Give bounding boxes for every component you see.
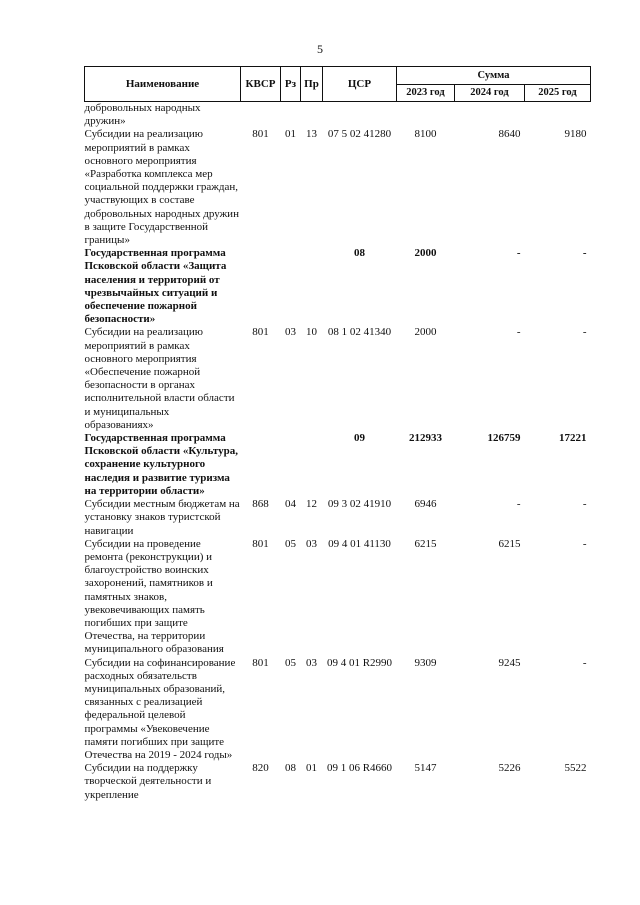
cell-2024: - bbox=[516, 498, 521, 511]
cell-rz: 01 bbox=[285, 128, 296, 141]
cell-pr: 03 bbox=[306, 656, 317, 669]
cell-2024: 9245 bbox=[498, 656, 521, 669]
cell-rz bbox=[281, 247, 301, 326]
cell-rz: 03 bbox=[285, 326, 296, 339]
cell-2023: 2000 bbox=[414, 326, 437, 339]
cell-name: Субсидии на реализацию мероприятий в рамках основного мероприятия «Разработка комплекса мер социальной поддержки граждан, участвующих в составе добровольных народных дружин в защите Государственной границы» bbox=[84, 128, 239, 247]
table-row bbox=[85, 762, 591, 802]
cell-kvsr: 868 bbox=[252, 498, 269, 511]
cell-rz bbox=[281, 102, 301, 129]
cell-kvsr bbox=[241, 247, 281, 326]
header-csr: ЦСР bbox=[323, 67, 397, 102]
cell-2023: 9309 bbox=[414, 656, 437, 669]
cell-csr: 09 1 06 R4660 bbox=[326, 762, 393, 775]
cell-csr: 08 bbox=[354, 247, 365, 260]
cell-csr: 09 4 01 R2990 bbox=[326, 656, 393, 669]
cell-2025: - bbox=[582, 326, 587, 339]
cell-2023: 6215 bbox=[414, 537, 437, 550]
cell-2024 bbox=[455, 102, 525, 129]
cell-kvsr bbox=[241, 432, 281, 498]
cell-pr: 13 bbox=[306, 128, 317, 141]
cell-2025: 17221 bbox=[559, 432, 587, 445]
cell-kvsr: 801 bbox=[252, 326, 269, 339]
cell-2025: - bbox=[582, 656, 587, 669]
table-row bbox=[85, 128, 591, 247]
table-header bbox=[85, 67, 591, 102]
cell-pr: 01 bbox=[306, 762, 317, 775]
table-row bbox=[85, 247, 591, 326]
cell-2023 bbox=[397, 102, 455, 129]
cell-name: Субсидии на софинансирование расходных обязательств муниципальных образований, связанных с реализацией федеральной целевой программы «Увековечение памяти погибших при защите Отечества на 2019 - 2024 годы» bbox=[84, 656, 236, 761]
header-name: Наименование bbox=[85, 67, 241, 102]
cell-2023: 5147 bbox=[414, 762, 437, 775]
cell-rz: 04 bbox=[285, 498, 296, 511]
table-row bbox=[85, 102, 591, 129]
cell-2023: 8100 bbox=[414, 128, 437, 141]
cell-2025: - bbox=[582, 537, 587, 550]
cell-pr bbox=[301, 432, 323, 498]
table-body bbox=[85, 102, 591, 802]
table-row bbox=[85, 326, 591, 432]
header-rz: Рз bbox=[281, 67, 301, 102]
cell-pr bbox=[301, 102, 323, 129]
page-number: 5 bbox=[317, 42, 323, 56]
cell-csr: 09 3 02 41910 bbox=[327, 498, 392, 511]
cell-rz: 05 bbox=[285, 656, 296, 669]
cell-name: Субсидии местным бюджетам на установку знаков туристской навигации bbox=[84, 498, 240, 537]
cell-kvsr bbox=[241, 102, 281, 129]
cell-rz bbox=[281, 432, 301, 498]
cell-name: Субсидии на проведение ремонта (реконструкции) и благоустройство воинских захоронений, памятников и памятных знаков, увековечивающих память погибших при защите Отечества, на территории муниципального образования bbox=[84, 537, 224, 656]
cell-name: Государственная программа Псковской области «Культура, сохранение культурного наследия и развитие туризма на территории области» bbox=[84, 432, 238, 497]
cell-pr: 12 bbox=[306, 498, 317, 511]
cell-2024: 5226 bbox=[498, 762, 521, 775]
cell-rz: 08 bbox=[285, 762, 296, 775]
table-row bbox=[85, 538, 591, 657]
cell-2024: - bbox=[516, 326, 521, 339]
cell-2025: - bbox=[582, 498, 587, 511]
cell-2024: 126759 bbox=[487, 432, 521, 445]
table-row bbox=[85, 498, 591, 538]
header-2023: 2023 год bbox=[397, 84, 455, 102]
cell-pr: 10 bbox=[306, 326, 317, 339]
header-pr: Пр bbox=[301, 67, 323, 102]
cell-2025: 9180 bbox=[564, 128, 587, 141]
cell-pr: 03 bbox=[306, 537, 317, 550]
budget-table bbox=[84, 66, 591, 802]
cell-kvsr: 820 bbox=[252, 762, 269, 775]
cell-2023: 212933 bbox=[409, 432, 442, 445]
table-row bbox=[85, 657, 591, 763]
cell-2025: - bbox=[582, 247, 587, 260]
header-2024: 2024 год bbox=[455, 84, 525, 102]
cell-csr bbox=[323, 102, 397, 129]
cell-2024: 8640 bbox=[498, 128, 521, 141]
cell-pr bbox=[301, 247, 323, 326]
header-2025: 2025 год bbox=[525, 84, 591, 102]
cell-rz: 05 bbox=[285, 537, 296, 550]
cell-kvsr: 801 bbox=[252, 537, 269, 550]
cell-name: Субсидии на поддержку творческой деятельности и укрепление bbox=[84, 762, 212, 801]
cell-name: Государственная программа Псковской области «Защита населения и территорий от чрезвычайных ситуаций и обеспечение пожарной безопасности» bbox=[84, 247, 227, 326]
cell-csr: 09 4 01 41130 bbox=[328, 537, 391, 550]
cell-csr: 07 5 02 41280 bbox=[327, 128, 392, 141]
cell-csr: 09 bbox=[354, 432, 365, 445]
cell-name: Субсидии на реализацию мероприятий в рамках основного мероприятия «Обеспечение пожарной безопасности в органах исполнительной власти области и муниципальных образованиях» bbox=[84, 326, 235, 431]
table-row bbox=[85, 432, 591, 498]
cell-2023: 6946 bbox=[414, 498, 437, 511]
cell-csr: 08 1 02 41340 bbox=[327, 326, 392, 339]
cell-2024: 6215 bbox=[498, 537, 521, 550]
cell-kvsr: 801 bbox=[252, 656, 269, 669]
cell-name: добровольных народных дружин» bbox=[84, 102, 201, 128]
cell-2023: 2000 bbox=[414, 247, 437, 260]
cell-2024: - bbox=[516, 247, 521, 260]
header-sum: Сумма bbox=[397, 67, 591, 85]
cell-kvsr: 801 bbox=[252, 128, 269, 141]
header-kvsr: КВСР bbox=[241, 67, 281, 102]
cell-2025: 5522 bbox=[564, 762, 587, 775]
cell-2025 bbox=[525, 102, 591, 129]
